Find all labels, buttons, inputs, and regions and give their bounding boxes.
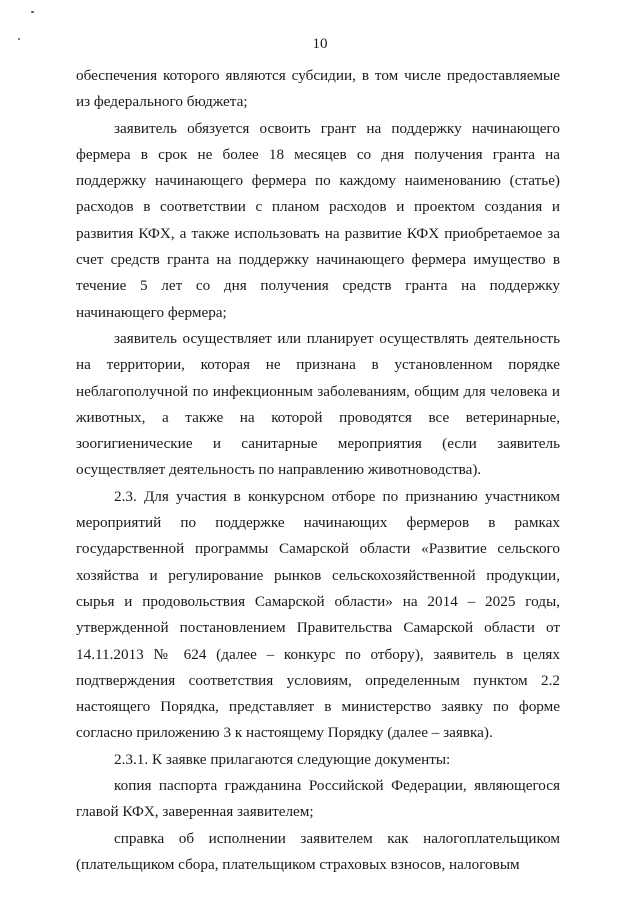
paragraph-passport-copy: копия паспорта гражданина Российской Федерации, являющегося главой КФХ, заверенная заявителем;	[76, 777, 560, 821]
paragraph-grant-obligation: заявитель обязуется освоить грант на поддержку начинающего фермера в срок не более 18 месяцев со дня получения гранта на поддержку начинающего фермера по каждому наименованию (статье) расходов в соответствии с планом расходов и проектом создания и развития КФХ, а также использовать на развитие КФХ приобретаемое за счет средств гранта на поддержку начинающего фермера имущество в течение 5 лет со дня получения средств гранта на поддержку начинающего фермера;	[76, 119, 560, 321]
paragraph-territory-condition: заявитель осуществляет или планирует осуществлять деятельность на территории, которая не признана в установленном порядке неблагополучной по инфекционным заболеваниям, общим для человека и животных, а также на которой проводятся все ветеринарные, зоогигиенические и санитарные мероприятия (если заявитель осуществляет деятельность по направлению животноводства).	[76, 329, 560, 479]
scan-speck	[31, 11, 34, 13]
paragraph-tax-certificate: справка об исполнении заявителем как налогоплательщиком (плательщиком сбора, плательщиком страховых взносов, налоговым	[76, 829, 560, 873]
paragraph-section-2-3-1: 2.3.1. К заявке прилагаются следующие документы:	[114, 750, 451, 768]
document-body	[76, 63, 560, 878]
paragraph-continuation: обеспечения которого являются субсидии, в том числе предоставляемые из федерального бюджета;	[76, 67, 560, 111]
paragraph-section-2-3: 2.3. Для участия в конкурсном отборе по признанию участником мероприятий по поддержке начинающих фермеров в рамках государственной программы Самарской области «Развитие сельского хозяйства и регулирование рынков сельскохозяйственной продукции, сырья и продовольствия Самарской области» на 2014 – 2025 годы, утвержденной постановлением Правительства Самарской области от 14.11.2013 № 624 (далее – конкурс по отбору), заявитель в целях подтверждения соответствия условиям, определенным пунктом 2.2 настоящего Порядка, представляет в министерство заявку по форме согласно приложению 3 к настоящему Порядку (далее – заявка).	[76, 487, 560, 742]
page-number: 10	[312, 36, 328, 52]
